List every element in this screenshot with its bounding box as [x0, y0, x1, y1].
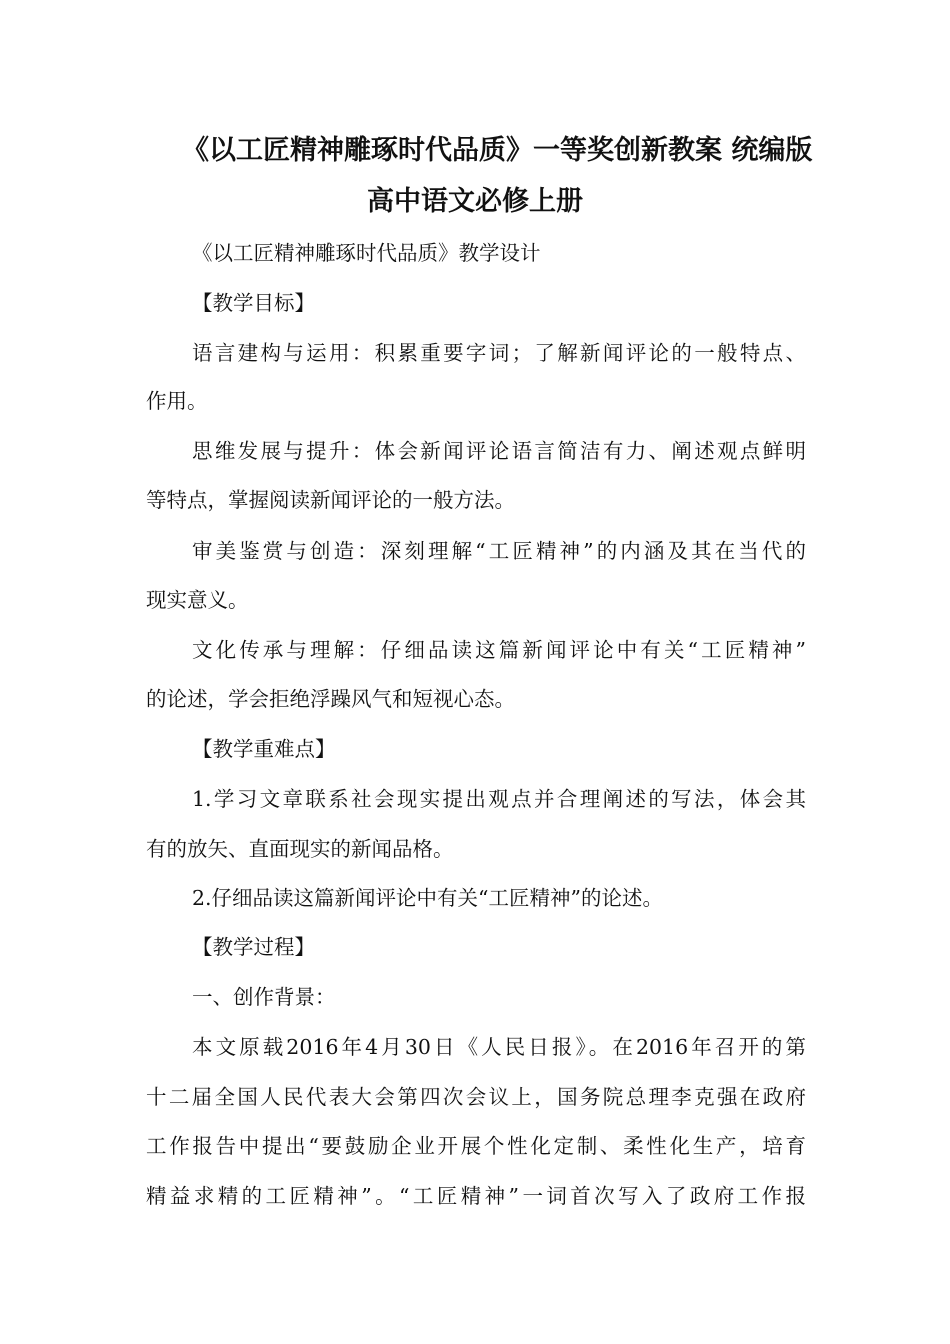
background-line-1: 本文原载2016年4月30日《人民日报》。在2016年召开的第	[192, 1035, 806, 1059]
background-line-4: 精益求精的工匠精神”。“工匠精神”一词首次写入了政府工作报	[146, 1184, 806, 1208]
objective-2-line-1: 思维发展与提升：体会新闻评论语言简洁有力、阐述观点鲜明	[192, 439, 806, 463]
objective-4-line-1: 文化传承与理解：仔细品读这篇新闻评论中有关“工匠精神”	[192, 638, 806, 662]
process-step-1-heading: 一、创作背景：	[192, 985, 336, 1009]
keypoint-2: 2.仔细品读这篇新闻评论中有关“工匠精神”的论述。	[192, 886, 664, 910]
document-title-line-2: 高中语文必修上册	[367, 186, 583, 217]
objective-4-line-2: 的论述，学会拒绝浮躁风气和短视心态。	[146, 687, 515, 711]
section-heading-process: 【教学过程】	[192, 935, 315, 959]
lesson-design-subtitle: 《以工匠精神雕琢时代品质》教学设计	[192, 241, 541, 265]
objective-2-line-2: 等特点，掌握阅读新闻评论的一般方法。	[146, 488, 515, 512]
objective-1-line-2: 作用。	[146, 389, 208, 413]
objective-3-line-1: 审美鉴赏与创造：深刻理解“工匠精神”的内涵及其在当代的	[192, 539, 806, 563]
objective-1-line-1: 语言建构与运用：积累重要字词；了解新闻评论的一般特点、	[192, 341, 806, 365]
keypoint-1-line-2: 有的放矢、直面现实的新闻品格。	[146, 837, 454, 861]
section-heading-objectives: 【教学目标】	[192, 291, 315, 315]
background-line-2: 十二届全国人民代表大会第四次会议上，国务院总理李克强在政府	[146, 1085, 806, 1109]
document-title-line-1: 《以工匠精神雕琢时代品质》一等奖创新教案 统编版	[182, 135, 813, 166]
keypoint-1-line-1: 1.学习文章联系社会现实提出观点并合理阐述的写法，体会其	[192, 787, 806, 811]
background-line-3: 工作报告中提出“要鼓励企业开展个性化定制、柔性化生产，培育	[146, 1134, 806, 1158]
objective-3-line-2: 现实意义。	[146, 588, 249, 612]
section-heading-keypoints: 【教学重难点】	[192, 737, 336, 761]
